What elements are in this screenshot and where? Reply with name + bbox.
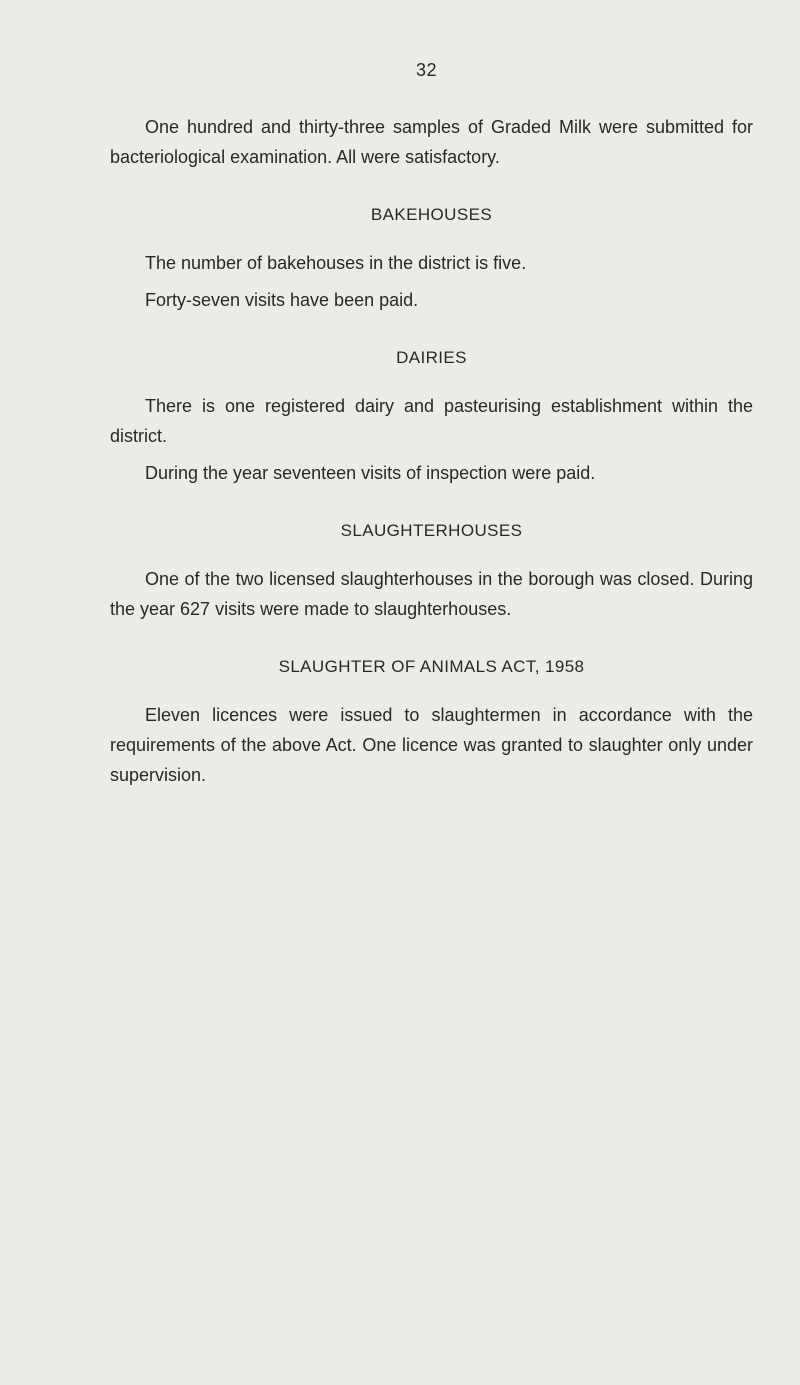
slaughterhouses-heading: SLAUGHTERHOUSES [340,521,523,540]
bakehouses-heading: BAKEHOUSES [370,205,493,224]
bakehouses-count-line: The number of bakehouses in the district is five. [145,253,527,273]
slaughterhouses-paragraph: One of the two licensed slaughterhouses in the borough was closed. During the year 627 visits were made to slaughterhouses. [110,569,753,619]
dairies-visits-line: During the year seventeen visits of inspection were paid. [145,463,596,483]
dairies-heading: DAIRIES [396,348,467,367]
slaughter-act-paragraph: Eleven licences were issued to slaughtermen in accordance with the requirements of the above Act. One licence was granted to slaughter only under supervision. [110,705,753,785]
page-content [110,112,753,790]
bakehouses-visits-line: Forty-seven visits have been paid. [145,290,419,310]
page-number: 32 [415,60,438,80]
slaughter-act-heading: SLAUGHTER OF ANIMALS ACT, 1958 [278,657,585,676]
dairies-paragraph: There is one registered dairy and pasteurising establishment within the district. [110,396,753,446]
graded-milk-paragraph: One hundred and thirty-three samples of Graded Milk were submitted for bacteriological examination. All were satisfactory. [110,117,753,167]
